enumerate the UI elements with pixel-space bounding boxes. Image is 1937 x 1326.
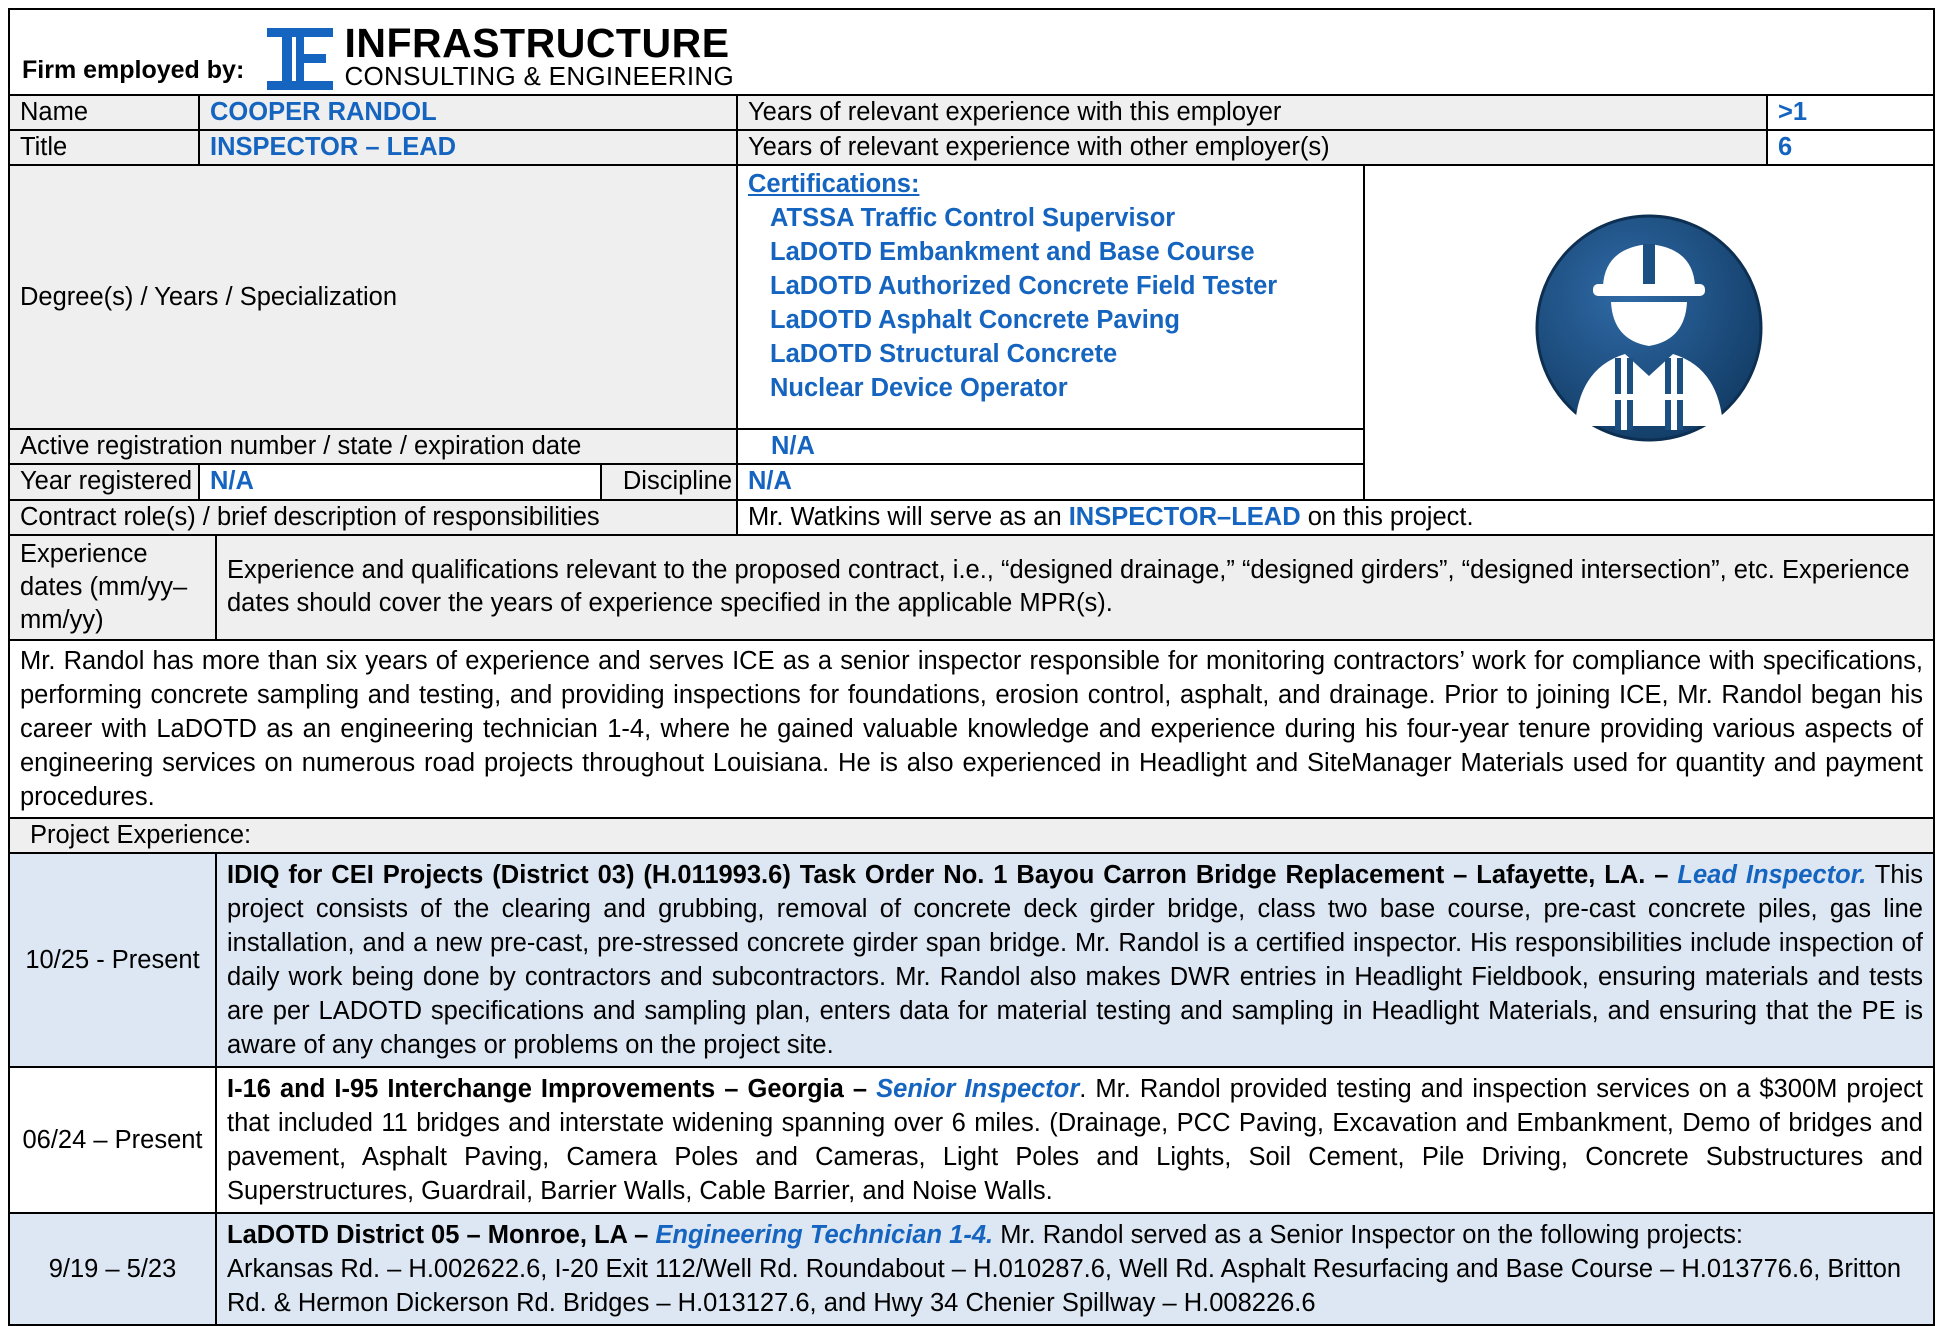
certifications-title: Certifications:	[748, 170, 920, 199]
project-role: Lead Inspector.	[1677, 861, 1867, 890]
registration-label: Active registration number / state / expiration date	[9, 429, 737, 464]
project-role: Engineering Technician 1-4.	[655, 1221, 994, 1250]
project-experience-label: Project Experience:	[9, 818, 1934, 853]
role-description	[737, 500, 1934, 535]
role-row	[9, 500, 1934, 535]
role-prefix: Mr. Watkins will serve as an	[748, 502, 1069, 531]
project-body-list: Arkansas Rd. – H.002622.6, I-20 Exit 112/Well Rd. Roundabout – H.010287.6, Well Rd. Asphalt Resurfacing and Base Course – H.013776.6, Britton Rd. & Hermon Dickerson Rd. Bridges – H.013127.6, and Hwy 34 Chenier Spillway – H.008226.6	[227, 1255, 1902, 1318]
logo-line2: CONSULTING & ENGINEERING	[344, 61, 734, 91]
certification-item: LaDOTD Asphalt Concrete Paving	[770, 306, 1180, 335]
years-other-employer-label: Years of relevant experience with other employer(s)	[737, 130, 1767, 165]
project-description	[216, 1213, 1934, 1325]
years-this-employer-label: Years of relevant experience with this employer	[737, 95, 1767, 130]
project-role: Senior Inspector	[876, 1075, 1080, 1104]
year-registered-value: N/A	[199, 464, 601, 499]
name-value: COOPER RANDOL	[199, 95, 737, 130]
company-logo	[267, 20, 734, 91]
ice-logo-icon	[267, 28, 333, 90]
title-label: Title	[9, 130, 199, 165]
inspector-icon-cell	[1364, 165, 1934, 499]
logo-wordmark	[344, 20, 734, 91]
experience-description: Experience and qualifications relevant to the proposed contract, i.e., “designed drainage,” “designed girders”, “designed intersection”, etc. Experience dates should cover the years of experience specified in the applicable MPR(s).	[216, 535, 1934, 640]
discipline-value: N/A	[737, 464, 1364, 499]
logo-line1: INFRASTRUCTURE	[344, 20, 730, 66]
project-dates: 10/25 - Present	[9, 853, 216, 1067]
project-description	[216, 853, 1934, 1067]
years-other-employer-value: 6	[1767, 130, 1934, 165]
project-title: I-16 and I-95 Interchange Improvements – Georgia –	[227, 1075, 877, 1104]
degree-label: Degree(s) / Years / Specialization	[9, 165, 737, 429]
registration-value: N/A	[737, 429, 1364, 464]
experience-header-row	[9, 535, 1934, 640]
project-row	[9, 1067, 1934, 1213]
certification-item: LaDOTD Embankment and Base Course	[770, 238, 1255, 267]
role-suffix: on this project.	[1300, 502, 1474, 531]
title-row	[9, 130, 1934, 165]
summary-text: Mr. Randol has more than six years of experience and serves ICE as a senior inspector responsible for monitoring contractors’ work for compliance with specifications, performing concrete sampling and testing, and providing inspections for foundations, erosion control, asphalt, and drainage. Prior to joining ICE, Mr. Randol began his career with LaDOTD as an engineering technician 1-4, where he gained valuable knowledge and experience during his four-year tenure providing various aspects of engineering services on numerous road projects throughout Louisiana. He is also experienced in Headlight and SiteManager Materials used for quantity and payment procedures.	[9, 640, 1934, 818]
certifications-cell	[737, 165, 1364, 429]
certification-item: LaDOTD Structural Concrete	[770, 340, 1118, 369]
experience-dates-label: Experience dates (mm/yy–mm/yy)	[9, 535, 216, 640]
years-this-employer-value: >1	[1767, 95, 1934, 130]
resume-table	[8, 8, 1935, 1326]
firm-header	[9, 9, 1934, 95]
project-dates: 06/24 – Present	[9, 1067, 216, 1213]
project-experience-row	[9, 818, 1934, 853]
project-title: LaDOTD District 05 – Monroe, LA –	[227, 1221, 656, 1250]
certifications-list	[748, 201, 1353, 405]
construction-worker-icon	[1529, 208, 1769, 448]
project-description	[216, 1067, 1934, 1213]
project-title: IDIQ for CEI Projects (District 03) (H.011993.6) Task Order No. 1 Bayou Carron Bridge Replacement – Lafayette, LA. –	[227, 861, 1678, 890]
discipline-label: Discipline	[601, 464, 737, 499]
project-row	[9, 853, 1934, 1067]
project-dates: 9/19 – 5/23	[9, 1213, 216, 1325]
firm-header-row	[9, 9, 1934, 95]
role-label: Contract role(s) / brief description of responsibilities	[9, 500, 737, 535]
degree-row	[9, 165, 1934, 429]
summary-row	[9, 640, 1934, 818]
title-value: INSPECTOR – LEAD	[199, 130, 737, 165]
project-row	[9, 1213, 1934, 1325]
certification-item: ATSSA Traffic Control Supervisor	[770, 204, 1176, 233]
name-row	[9, 95, 1934, 130]
project-body: Mr. Randol served as a Senior Inspector on the following projects:	[993, 1221, 1743, 1250]
certification-item: LaDOTD Authorized Concrete Field Tester	[770, 272, 1278, 301]
firm-label: Firm employed by:	[22, 55, 245, 84]
role-highlight: INSPECTOR–LEAD	[1068, 502, 1301, 531]
project-body: This project consists of the clearing and grubbing, removal of concrete deck girder bridge, class two base course, pre-cast concrete piles, gas line installation, and a new pre-cast, pre-stressed concrete girder span bridge. Mr. Randol is a certified inspector. His responsibilities include inspection of daily work being done by contractors and subcontractors. Mr. Randol also makes DWR entries in Headlight Fieldbook, ensuring materials and tests are per LADOTD specifications and sampling plan, enters data for material testing and sampling in Headlight Materials, and ensuring that the PE is aware of any changes or problems on the project site.	[227, 861, 1923, 1060]
year-registered-label: Year registered	[9, 464, 199, 499]
project-body: . Mr. Randol provided testing and inspection services on a $300M project that included 11 bridges and interstate widening spanning over 6 miles. (Drainage, PCC Paving, Excavation and Embankment, Demo of bridges and pavement, Asphalt Paving, Camera Poles and Cameras, Light Poles and Lights, Soil Cement, Pile Driving, Concrete Substructures and Superstructures, Guardrail, Barrier Walls, Cable Barrier, and Noise Walls.	[227, 1075, 1923, 1206]
name-label: Name	[9, 95, 199, 130]
certification-item: Nuclear Device Operator	[770, 374, 1068, 403]
